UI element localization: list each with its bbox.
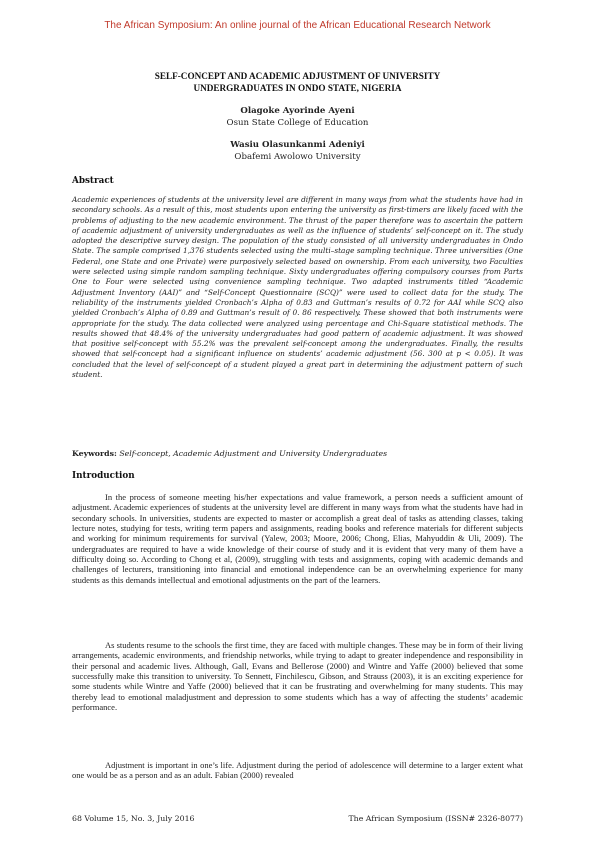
keywords-text: Self-concept, Academic Adjustment and University Undergraduates xyxy=(119,449,388,458)
author-name: Wasiu Olasunkanmi Adeniyi xyxy=(230,140,365,150)
author-2 xyxy=(72,140,523,163)
keywords-label: Keywords: xyxy=(72,449,117,458)
body-paragraph: Adjustment is important in one’s life. Adjustment during the period of adolescence will determine to a larger extent what one would be as a person and as an adult. Fabian (2000) revealed xyxy=(72,760,523,781)
page-footer xyxy=(72,814,523,823)
paper-title xyxy=(72,70,523,94)
author-affiliation: Obafemi Awolowo University xyxy=(234,151,361,162)
author-affiliation: Osun State College of Education xyxy=(226,117,369,128)
abstract-heading: Abstract xyxy=(72,176,114,186)
footer-journal-issn: The African Symposium (ISSN# 2326-8077) xyxy=(348,814,523,823)
author-1 xyxy=(72,106,523,129)
body-paragraph: In the process of someone meeting his/her expectations and value framework, a person needs a sufficient amount of adjustment. Academic experiences of students at the university level are different in many ways from what the students have had in secondary schools. In universities, students are expected to master or accomplish a great deal of tasks as attending classes, taking lecture notes, studying for tests, writing term papers and assignments, reading books and reference materials for different subjects and working for minimum requirements for survival (Yalew, 2003; Moore, 2006; Chong, Elias, Mahyuddin & Uli, 2009). The undergraduates are required to have a wide knowledge of their course of study and it is evident that very many of them have a difficulty doing so. According to Chong et al, (2009), struggling with tests and assignments, coping with academic demands and challenges of lecturers, transitioning into financial and emotional independence can be an overwhelming experience for many students as this demands intellectual and emotional adjustments on the part of the learners. xyxy=(72,492,523,585)
introduction-heading: Introduction xyxy=(72,471,135,481)
author-name: Olagoke Ayorinde Ayeni xyxy=(240,106,355,116)
journal-header: The African Symposium: An online journal of the African Educational Research Network xyxy=(104,20,491,31)
title-line-1: SELF-CONCEPT AND ACADEMIC ADJUSTMENT OF UNIVERSITY xyxy=(154,71,441,81)
keywords xyxy=(72,449,523,458)
body-paragraph: As students resume to the schools the first time, they are faced with multiple changes. These may be in form of their living arrangements, academic environments, and friendship networks, while trying to adapt to greater independence and responsibility in their personal and academic lives. Although, Gall, Evans and Bellerose (2000) and Wintre and Yaffe (2000) believed that some successfully make this transition to university. To Sennett, Finchilescu, Gibson, and Strauss (2003), it is an exciting experience for some students while Wintre and Yaffe (2000) believed that it can be frustrating and overwhelming for many students. This may thereby lead to emotional maladjustment and depression to some students which has a way of affecting the students’ academic performance. xyxy=(72,640,523,713)
footer-volume-info: 68 Volume 15, No. 3, July 2016 xyxy=(72,814,195,823)
title-line-2: UNDERGRADUATES IN ONDO STATE, NIGERIA xyxy=(193,83,402,93)
abstract-text: Academic experiences of students at the university level are different in many ways from what the students have had in secondary schools. As a result of this, most students upon entering the university as first-timers are likely faced with the problems of adjusting to the new academic environment. The thrust of the paper therefore was to ascertain the pattern of academic adjustment of university undergraduates as well as the influence of students’ self-concept on it. The study adopted the descriptive survey design. The population of the study consisted of all university undergraduates in Ondo State. The sample comprised 1,376 students selected using the multi–stage sampling technique. Three universities (One Federal, one State and one Private) were purposively selected based on ownership. From each university, two Faculties were selected using simple random sampling technique. Sixty undergraduates offering compulsory courses from Parts One to Four were selected using convenience sampling technique. Two adapted instruments titled “Academic Adjustment Inventory (AAI)” and “Self-Concept Questionnaire (SCQ)” were used to collect data for the study. The reliability of the instruments yielded Cronbach’s Alpha of 0.83 and Guttman’s results of 0.72 for AAI while SCQ also yielded Cronbach’s Alpha of 0.89 and Guttman’s result of 0. 86 respectively. These showed that both instruments were appropriate for the study. The data collected were analyzed using percentage and Chi-Square statistical methods. The results showed that 48.4% of the university undergraduates had good pattern of academic adjustment. It was showed that positive self-concept with 55.2% was the prevalent self-concept among the undergraduates. Finally, the results showed that self-concept had a significant influence on students’ academic adjustment (56. 300 at p < 0.05). It was concluded that the level of self-concept of a student played a great part in determining the adjustment pattern of such student. xyxy=(72,195,523,380)
